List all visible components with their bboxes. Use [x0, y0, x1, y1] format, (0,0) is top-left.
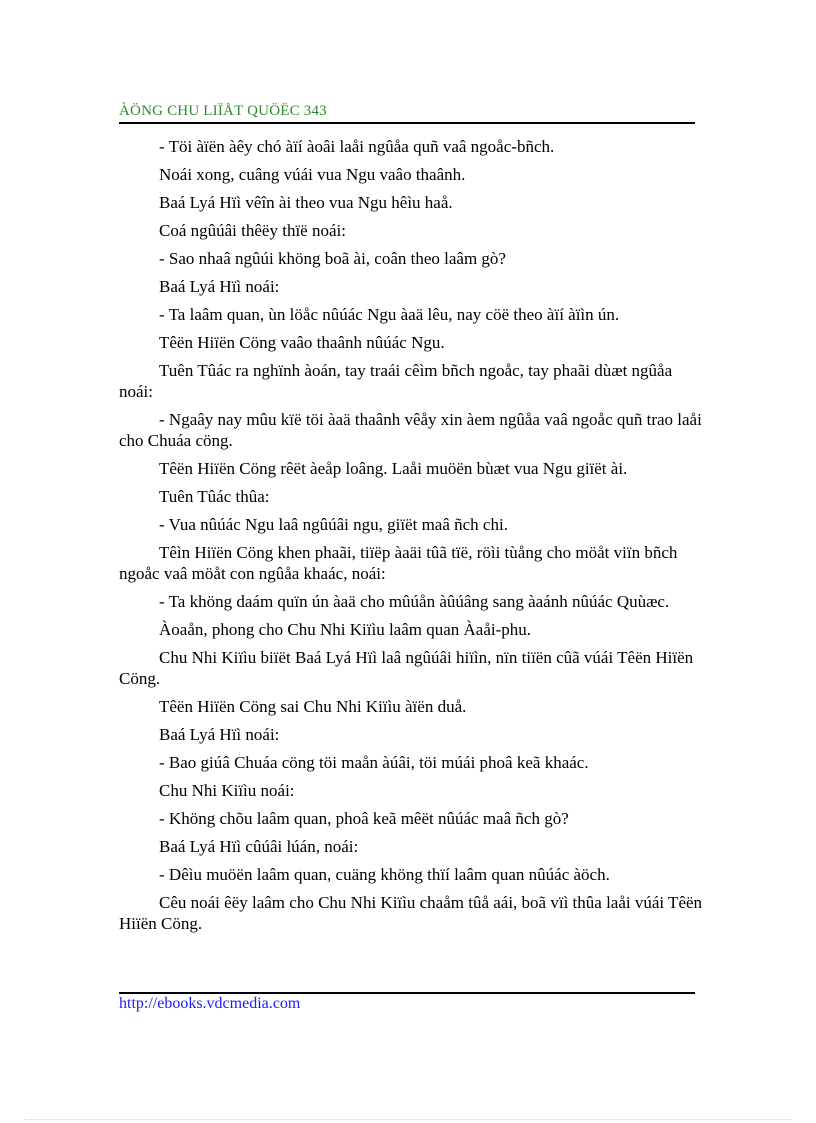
paragraph: Têën Hiïën Cöng sai Chu Nhi Kiïìu àïën duå.	[159, 697, 467, 716]
paragraph: Tuên Tûác ra nghïnh àoán, tay traái cêìm bñch ngoåc, tay phaãi dùæt ngûåa noái:	[119, 361, 673, 401]
paragraph: Tuên Tûác thûa:	[159, 487, 270, 506]
paragraph: - Ta laâm quan, ùn löåc nûúác Ngu àaä lêu, nay cöë theo àïí àïìn ún.	[159, 305, 620, 324]
paragraph: Baá Lyá Hïì noái:	[159, 725, 280, 744]
paragraph: Chu Nhi Kiïìu noái:	[159, 781, 295, 800]
paragraph: Baá Lyá Hïì vêîn ài theo vua Ngu hêìu haå.	[159, 193, 453, 212]
paragraph: - Ngaây nay mûu kïë töi àaä thaânh vêåy xin àem ngûåa vaâ ngoåc quñ trao laåi cho Chuáa cöng.	[119, 410, 702, 450]
footer-link[interactable]: http://ebooks.vdcmedia.com	[119, 995, 301, 1012]
paragraph: - Sao nhaâ ngûúi khöng boã ài, coân theo laâm gò?	[159, 249, 506, 268]
paragraph: Chu Nhi Kiïìu biïët Baá Lyá Hïì laâ ngûúâi hiïìn, nïn tiïën cûã vúái Têën Hiïën Cöng.	[119, 648, 694, 688]
paragraph: Baá Lyá Hïì noái:	[159, 277, 280, 296]
paragraph: Têën Hiïën Cöng rêët àeåp loâng. Laåi muöën bùæt vua Ngu giïët ài.	[159, 459, 628, 478]
paragraph: - Bao giúâ Chuáa cöng töi maån àúâi, töi múái phoâ keã khaác.	[159, 753, 589, 772]
page-edge-dots	[24, 1119, 792, 1120]
paragraph: - Khöng chõu laâm quan, phoâ keã mêët nûúác maâ ñch gò?	[159, 809, 569, 828]
paragraph: - Ta khöng daám quïn ún àaä cho mûúån àûúâng sang àaánh nûúác Quùæc.	[159, 592, 670, 611]
header-rule	[119, 122, 695, 124]
paragraph: Baá Lyá Hïì cûúâi lúán, noái:	[159, 837, 359, 856]
paragraph: - Dêìu muöën laâm quan, cuäng khöng thïí laâm quan nûúác àöch.	[159, 865, 610, 884]
paragraph: Àoaån, phong cho Chu Nhi Kiïìu laâm quan Àaåi-phu.	[159, 620, 532, 639]
paragraph: Coá ngûúâi thêëy thïë noái:	[159, 221, 346, 240]
footer-rule	[119, 992, 695, 994]
paragraph: - Töi àïën àêy chó àïí àoâi laåi ngûåa quñ vaâ ngoåc-bñch.	[159, 137, 555, 156]
paragraph: Têìn Hiïën Cöng khen phaãi, tiïëp àaäi tûã tïë, röìi tùång cho möåt viïn bñch ngoåc vaâ möåt con ngûåa khaác, noái:	[119, 543, 678, 583]
page-body	[119, 136, 704, 941]
paragraph: Têën Hiïën Cöng vaâo thaânh nûúác Ngu.	[159, 333, 445, 352]
page-header: ÀÖNG CHU LIÏÅT QUÖËC 343	[119, 103, 327, 119]
paragraph: - Vua nûúác Ngu laâ ngûúâi ngu, giïët maâ ñch chi.	[159, 515, 508, 534]
paragraph: Noái xong, cuâng vúái vua Ngu vaâo thaânh.	[159, 165, 466, 184]
paragraph: Cêu noái êëy laâm cho Chu Nhi Kiïìu chaåm tûå aái, boã vïì thûa laåi vúái Têën Hiïën Cöng.	[119, 893, 703, 933]
